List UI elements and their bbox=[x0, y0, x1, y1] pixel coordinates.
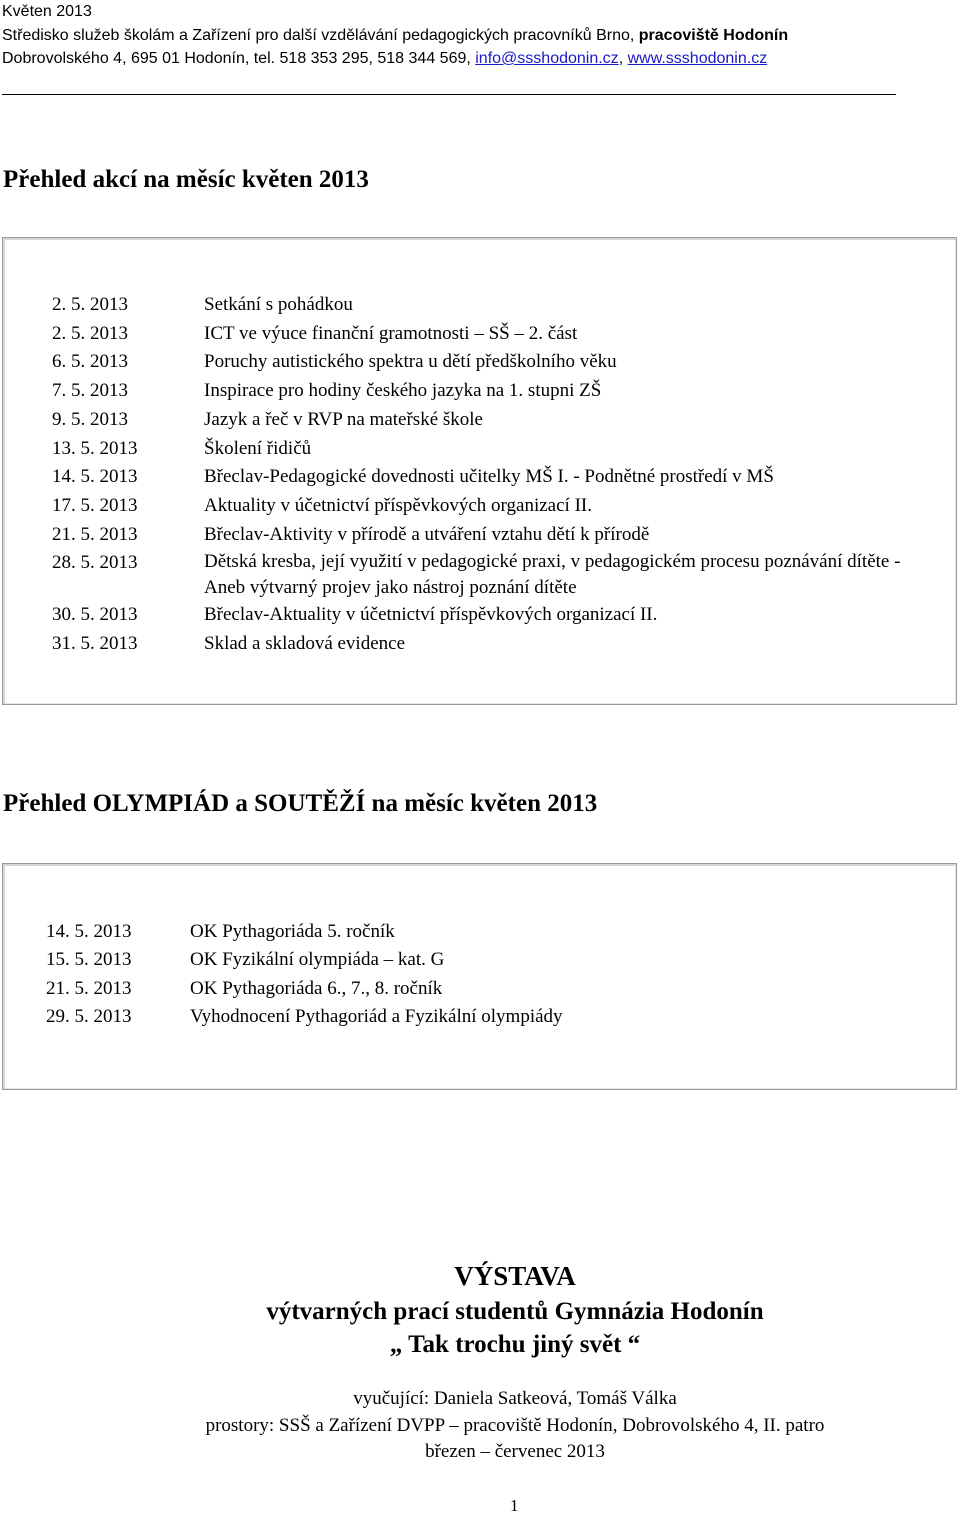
page-number: 1 bbox=[510, 1496, 519, 1515]
exhibition-announcement bbox=[0, 1257, 960, 1361]
exhibition-title: VÝSTAVA bbox=[454, 1261, 576, 1291]
event-row bbox=[52, 291, 904, 320]
event-date: 2. 5. 2013 bbox=[52, 294, 128, 315]
event-title: Setkání s pohádkou bbox=[204, 294, 353, 315]
event-row bbox=[52, 601, 904, 630]
header-contact bbox=[2, 47, 788, 71]
exhibition-name: „ Tak trochu jiný svět “ bbox=[389, 1331, 641, 1358]
olympiad-title: OK Pythagoriáda 6., 7., 8. ročník bbox=[190, 977, 443, 999]
contact-separator: , bbox=[618, 50, 628, 67]
event-title: Jazyk a řeč v RVP na mateřské škole bbox=[204, 408, 483, 430]
event-date: 6. 5. 2013 bbox=[52, 351, 128, 373]
olympiad-title: OK Fyzikální olympiáda – kat. G bbox=[190, 949, 445, 971]
event-row bbox=[52, 406, 904, 435]
header-workplace: pracoviště Hodonín bbox=[638, 26, 789, 44]
event-date: 2. 5. 2013 bbox=[52, 322, 128, 344]
event-title: Inspirace pro hodiny českého jazyka na 1. stupni ZŠ bbox=[204, 380, 602, 402]
event-date: 31. 5. 2013 bbox=[52, 633, 138, 655]
olympiad-row bbox=[46, 946, 563, 974]
event-date: 28. 5. 2013 bbox=[52, 552, 138, 574]
event-row bbox=[52, 521, 904, 550]
header-address: Dobrovolského 4, 695 01 Hodonín, tel. 518 353 295, 518 344 569, bbox=[2, 50, 476, 67]
event-date: 7. 5. 2013 bbox=[52, 380, 128, 402]
event-date: 21. 5. 2013 bbox=[52, 523, 138, 545]
header-month: Květen 2013 bbox=[2, 3, 92, 20]
event-title: ICT ve výuce finanční gramotnosti – SŠ – 2. část bbox=[204, 322, 578, 344]
website-link[interactable]: www.ssshodonin.cz bbox=[627, 50, 768, 67]
exhibition-period: březen – červenec 2013 bbox=[425, 1441, 605, 1462]
olympiads-heading: Přehled OLYMPIÁD a SOUTĚŽÍ na měsíc květen 2013 bbox=[3, 790, 598, 817]
header-divider bbox=[2, 94, 896, 95]
olympiad-title: Vyhodnocení Pythagoriád a Fyzikální olympiády bbox=[190, 1005, 563, 1027]
exhibition-subtitle: výtvarných prací studentů Gymnázia Hodonín bbox=[266, 1298, 764, 1325]
olympiad-row bbox=[46, 918, 563, 946]
event-row bbox=[52, 463, 904, 492]
email-link[interactable]: info@ssshodonin.cz bbox=[475, 50, 619, 67]
event-row bbox=[52, 630, 904, 659]
event-title: Dětská kresba, její využití v pedagogické praxi, v pedagogickém procesu poznávání dítěte - Aneb výtvarný projev jako nástroj poznání dítěte bbox=[204, 551, 901, 599]
olympiad-date: 15. 5. 2013 bbox=[46, 949, 132, 971]
event-title: Aktuality v účetnictví příspěvkových organizací II. bbox=[204, 494, 592, 516]
olympiad-title: OK Pythagoriáda 5. ročník bbox=[190, 921, 395, 942]
header-organization bbox=[2, 24, 788, 48]
olympiad-row bbox=[46, 1003, 563, 1031]
event-title: Břeclav-Pedagogické dovednosti učitelky MŠ I. - Podnětné prostředí v MŠ bbox=[204, 466, 774, 488]
exhibition-venue: prostory: SSŠ a Zařízení DVPP – pracoviště Hodonín, Dobrovolského 4, II. patro bbox=[205, 1414, 825, 1436]
exhibition-teachers: vyučující: Daniela Satkeová, Tomáš Válka bbox=[353, 1388, 677, 1409]
olympiad-date: 14. 5. 2013 bbox=[46, 921, 132, 942]
event-title: Břeclav-Aktivity v přírodě a utváření vztahu dětí k přírodě bbox=[204, 523, 650, 545]
event-row bbox=[52, 320, 904, 349]
event-row bbox=[52, 492, 904, 521]
event-row bbox=[52, 377, 904, 406]
event-date: 9. 5. 2013 bbox=[52, 408, 128, 430]
event-date: 14. 5. 2013 bbox=[52, 466, 138, 488]
exhibition-details bbox=[0, 1386, 960, 1466]
event-title: Sklad a skladová evidence bbox=[204, 633, 406, 655]
event-date: 30. 5. 2013 bbox=[52, 604, 138, 626]
header-organization-name: Středisko služeb školám a Zařízení pro další vzdělávání pedagogických pracovníků Brno, bbox=[2, 26, 639, 44]
olympiad-row bbox=[46, 975, 563, 1003]
event-date: 13. 5. 2013 bbox=[52, 437, 138, 459]
event-title: Školení řidičů bbox=[204, 437, 312, 459]
event-row bbox=[52, 435, 904, 464]
olympiads-list bbox=[46, 918, 563, 1031]
event-row bbox=[52, 348, 904, 377]
events-list bbox=[52, 291, 904, 659]
olympiad-date: 21. 5. 2013 bbox=[46, 977, 132, 999]
event-title: Břeclav-Aktuality v účetnictví příspěvkových organizací II. bbox=[204, 604, 658, 626]
event-row bbox=[52, 549, 904, 601]
document-header bbox=[2, 0, 788, 71]
event-date: 17. 5. 2013 bbox=[52, 494, 138, 516]
events-heading: Přehled akcí na měsíc květen 2013 bbox=[3, 166, 369, 193]
olympiad-date: 29. 5. 2013 bbox=[46, 1005, 132, 1027]
event-title: Poruchy autistického spektra u dětí předškolního věku bbox=[204, 351, 617, 373]
